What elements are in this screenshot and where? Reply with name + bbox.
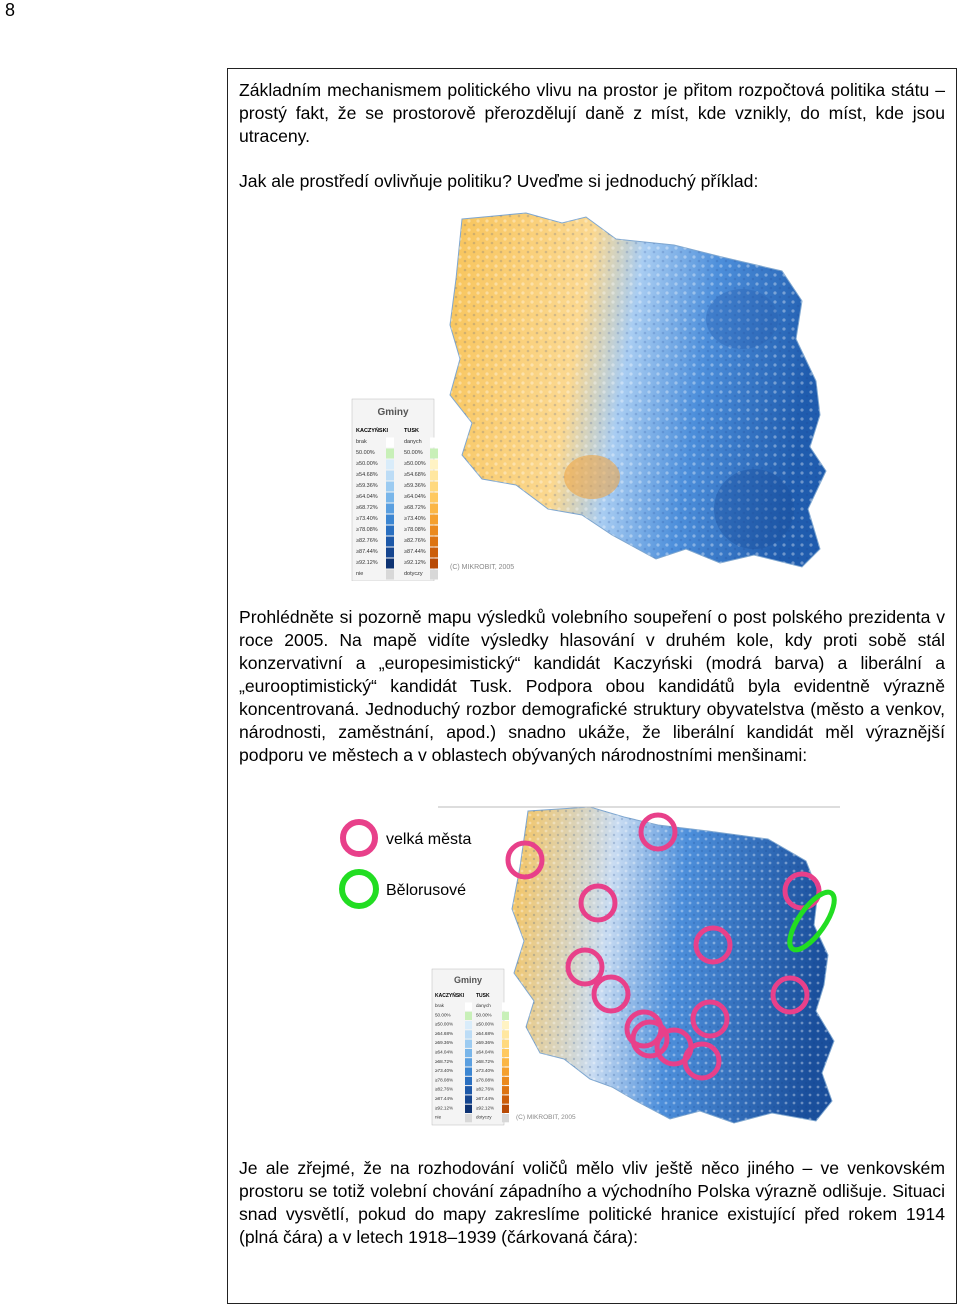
- legend-swatch-left: [386, 493, 394, 503]
- legend-swatch-left: [386, 548, 394, 558]
- legend-label-right: ≥50.00%: [404, 461, 426, 467]
- legend-swatch-right: [502, 1002, 509, 1010]
- legend-swatch-left: [465, 1002, 472, 1010]
- legend-label-left: nie: [435, 1114, 442, 1120]
- legend-label-left: ≥59.36%: [435, 1040, 454, 1046]
- legend-left-header-2: KACZYŃSKI: [435, 993, 465, 999]
- legend-swatch-left: [465, 1058, 472, 1066]
- legend-swatch-left: [465, 1105, 472, 1113]
- legend-label-right: ≥68.72%: [404, 505, 426, 511]
- legend-belarusians: Bělorusové: [386, 882, 467, 899]
- legend-swatch-right: [430, 449, 438, 459]
- legend-label-left: ≥50.00%: [356, 461, 378, 467]
- legend-label-left: ≥54.68%: [435, 1030, 454, 1036]
- legend-swatch-right: [430, 438, 438, 448]
- legend-label-left: ≥78.08%: [435, 1077, 454, 1083]
- content-frame: [227, 68, 957, 1304]
- legend-label-left: ≥64.04%: [356, 494, 378, 500]
- legend-label-left: ≥73.40%: [435, 1068, 454, 1074]
- map-copyright: (C) MIKROBIT, 2005: [450, 564, 515, 571]
- legend-label-right: dotyczy: [476, 1114, 492, 1120]
- legend-label-right: 50.00%: [476, 1012, 492, 1018]
- legend-swatch-right: [502, 1095, 509, 1103]
- legend-label-left: ≥68.72%: [356, 505, 378, 511]
- legend-label-left: ≥82.76%: [435, 1086, 454, 1092]
- legend-label-left: ≥50.00%: [435, 1021, 454, 1027]
- legend-left-header: KACZYŃSKI: [356, 428, 389, 434]
- legend-pink-circle-icon: [343, 822, 375, 854]
- legend-label-right: ≥92.12%: [404, 560, 426, 566]
- legend-swatch-right: [502, 1114, 509, 1122]
- legend-label-left: ≥73.40%: [356, 516, 378, 522]
- legend-swatch-right: [430, 515, 438, 525]
- legend-label-right: ≥50.00%: [476, 1021, 495, 1027]
- legend-swatch-left: [386, 515, 394, 525]
- legend-swatch-right: [502, 1058, 509, 1066]
- legend-swatch-left: [386, 504, 394, 514]
- legend-right-header-2: TUSK: [476, 993, 490, 999]
- legend-green-circle-icon: [342, 872, 376, 906]
- legend-swatch-right: [430, 559, 438, 569]
- legend-label-left: nie: [356, 571, 364, 577]
- legend-swatch-right: [502, 1105, 509, 1113]
- paragraph-political-borders: Je ale zřejmé, že na rozhodování voličů mělo vliv ještě něco jiného – ve venkovském prostoru se totiž volební chování západního a východního Polska výrazně odlišuje. Situaci snad vysvětlí, pokud do mapy zakreslíme politické hranice existující před rokem 1914 (plná čára) a v letech 1918–1939 (čárkovaná čára):: [239, 1158, 945, 1247]
- legend-right-header: TUSK: [404, 428, 419, 434]
- legend-label-right: 50.00%: [404, 450, 423, 456]
- legend-label-left: ≥59.36%: [356, 483, 378, 489]
- legend-swatch-right: [430, 537, 438, 547]
- legend-label-right: ≥78.08%: [476, 1077, 495, 1083]
- legend-swatch-right: [430, 548, 438, 558]
- legend-big-cities: velká města: [386, 831, 472, 848]
- legend-swatch-right: [502, 1049, 509, 1057]
- legend-label-left: ≥87.44%: [356, 549, 378, 555]
- legend-label-left: ≥68.72%: [435, 1058, 454, 1064]
- legend-label-right: ≥73.40%: [404, 516, 426, 522]
- legend-swatch-right: [502, 1086, 509, 1094]
- legend-swatch-right: [502, 1012, 509, 1020]
- legend-swatch-left: [386, 482, 394, 492]
- legend-label-left: brak: [356, 439, 367, 445]
- legend-swatch-left: [465, 1095, 472, 1103]
- legend-swatch-left: [386, 449, 394, 459]
- legend-title-2: Gminy: [453, 975, 483, 985]
- map-legend: [352, 399, 438, 581]
- legend-label-right: ≥82.76%: [404, 538, 426, 544]
- legend-swatch-right: [430, 526, 438, 536]
- legend-label-left: ≥54.68%: [356, 472, 378, 478]
- legend-label-right: ≥78.08%: [404, 527, 426, 533]
- legend-swatch-left: [386, 559, 394, 569]
- legend-swatch-right: [430, 570, 438, 580]
- legend-label-right: ≥87.44%: [476, 1096, 495, 1101]
- legend-swatch-left: [465, 1012, 472, 1020]
- legend-label-right: ≥68.72%: [476, 1058, 495, 1064]
- legend-swatch-left: [465, 1040, 472, 1048]
- legend-label-right: danych: [476, 1003, 491, 1008]
- legend-swatch-right: [430, 471, 438, 481]
- paragraph-election-description: Prohlédněte si pozorně mapu výsledků volebního soupeření o post polského prezidenta v roce 2005. Na mapě vidíte výsledky hlasování v druhém kole, kdy proti sobě stál konzervativní a „europesimistický“ kandidát Kaczyński (modrá barva) a liberální a „eurooptimistický“ kandidát Tusk. Podpora obou kandidátů byla evidentně výrazně koncentrovaná. Jednoduchý rozbor demografické struktury obyvatelstva (město a venkov, národnosti, zaměstnání, apod.) snadno ukáže, že liberální kandidát měl výraznější podporu ve městech a v oblastech obývaných národnostními menšinami:: [239, 607, 945, 765]
- legend-swatch-right: [502, 1030, 509, 1038]
- legend-label-right: danych: [404, 439, 422, 445]
- legend-swatch-right: [430, 460, 438, 470]
- legend-swatch-left: [465, 1086, 472, 1094]
- legend-label-right: dotyczy: [404, 571, 423, 577]
- legend-label-right: ≥92.12%: [476, 1105, 495, 1111]
- legend-label-right: ≥64.04%: [404, 494, 426, 500]
- legend-label-right: ≥59.36%: [404, 483, 426, 489]
- legend-label-left: ≥92.12%: [356, 560, 378, 566]
- legend-swatch-left: [465, 1021, 472, 1029]
- legend-swatch-right: [502, 1040, 509, 1048]
- legend-label-left: ≥92.12%: [435, 1105, 454, 1111]
- legend-label-left: ≥87.44%: [435, 1096, 454, 1101]
- legend-swatch-left: [386, 526, 394, 536]
- legend-swatch-left: [386, 460, 394, 470]
- paragraph-budget-policy: Základním mechanismem politického vlivu na prostor je přitom rozpočtová politika státu – prostý fakt, že se prostorově přerozdělují daně z míst, kde vznikly, do míst, kde jsou utraceny.: [239, 80, 945, 146]
- page-number: 8: [5, 0, 16, 20]
- map-copyright-2: (C) MIKROBIT, 2005: [516, 1114, 576, 1121]
- legend-label-right: ≥82.76%: [476, 1086, 495, 1092]
- legend-swatch-right: [502, 1077, 509, 1085]
- legend-label-right: ≥59.36%: [476, 1040, 495, 1046]
- legend-swatch-right: [430, 493, 438, 503]
- legend-label-left: 50.00%: [356, 450, 375, 456]
- legend-label-right: ≥54.68%: [404, 472, 426, 478]
- legend-title: Gminy: [377, 407, 409, 418]
- legend-swatch-left: [386, 438, 394, 448]
- legend-label-right: ≥87.44%: [404, 549, 426, 555]
- legend-swatch-left: [386, 537, 394, 547]
- legend-label-left: 50.00%: [435, 1012, 451, 1018]
- election-map-annotated: [328, 805, 848, 1139]
- legend-swatch-left: [465, 1049, 472, 1057]
- legend-swatch-left: [465, 1114, 472, 1122]
- legend-label-right: ≥73.40%: [476, 1068, 495, 1074]
- legend-swatch-left: [386, 471, 394, 481]
- legend-swatch-left: [465, 1030, 472, 1038]
- legend-swatch-right: [430, 482, 438, 492]
- legend-swatch-right: [502, 1068, 509, 1076]
- legend-label-right: ≥64.04%: [476, 1049, 495, 1055]
- legend-label-left: ≥64.04%: [435, 1049, 454, 1055]
- legend-label-left: ≥78.08%: [356, 527, 378, 533]
- election-map-2005: [350, 209, 830, 581]
- map-legend-2: [432, 969, 509, 1125]
- legend-swatch-left: [465, 1077, 472, 1085]
- legend-label-left: brak: [435, 1003, 444, 1008]
- legend-swatch-right: [502, 1021, 509, 1029]
- paragraph-question: Jak ale prostředí ovlivňuje politiku? Uveďme si jednoduchý příklad:: [239, 171, 759, 191]
- legend-label-left: ≥82.76%: [356, 538, 378, 544]
- legend-swatch-left: [386, 570, 394, 580]
- legend-swatch-left: [465, 1068, 472, 1076]
- legend-label-right: ≥54.68%: [476, 1030, 495, 1036]
- legend-swatch-right: [430, 504, 438, 514]
